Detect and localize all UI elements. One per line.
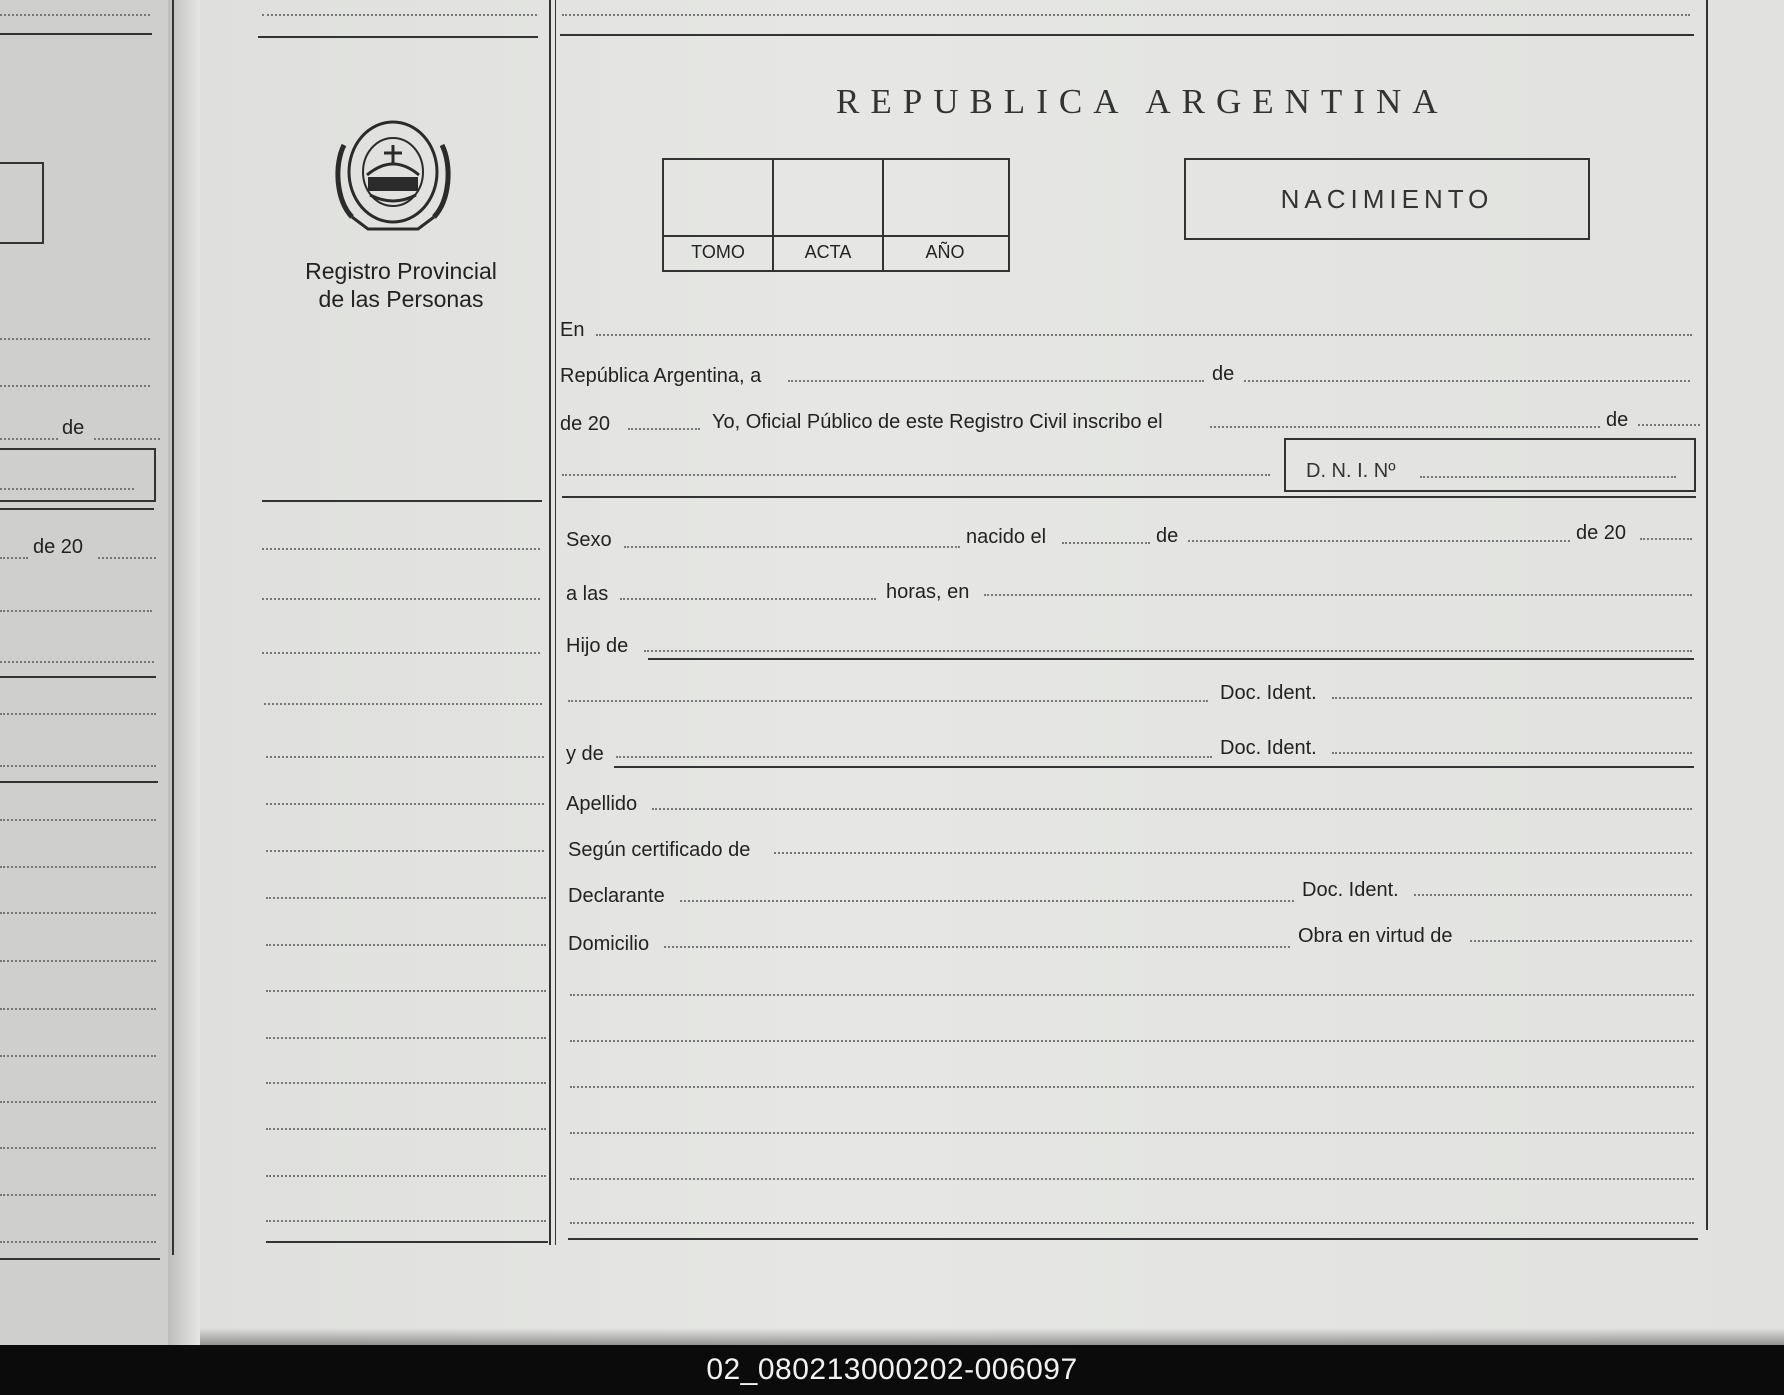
stub-rule: [0, 781, 158, 783]
margin-note-line: [262, 598, 540, 600]
acta-label: ACTA: [804, 242, 852, 262]
section-divider: [562, 496, 1696, 498]
doc-ident-label-3: Doc. Ident.: [1302, 879, 1399, 901]
dotted-line: [562, 14, 1690, 16]
stub-rule: [0, 676, 156, 678]
day-field[interactable]: [788, 380, 1204, 382]
parent-rule: [648, 658, 1694, 660]
declarant-field[interactable]: [680, 900, 1294, 902]
father-name-field[interactable]: [644, 650, 1692, 652]
surname-field[interactable]: [652, 808, 1692, 810]
en-label: En: [560, 319, 585, 341]
stub-dotted-line: [0, 661, 154, 663]
stub-vertical-rule: [172, 0, 174, 1255]
margin-note-line: [266, 897, 546, 899]
stub-rule: [0, 1258, 160, 1260]
mother-name-field[interactable]: [616, 756, 1212, 758]
stub-box: [0, 162, 44, 244]
registry-name-line2: de las Personas: [318, 286, 484, 312]
month-field[interactable]: [1244, 380, 1690, 382]
margin-note-line: [266, 990, 546, 992]
hijo-de-label: Hijo de: [566, 635, 629, 657]
de20-label-2: de 20: [1576, 522, 1627, 544]
stub-dotted-line: [0, 438, 58, 440]
ano-label: AÑO: [925, 242, 965, 262]
doc-ident-label-1: Doc. Ident.: [1220, 682, 1317, 704]
declarante-label: Declarante: [568, 885, 665, 907]
stub-dotted-line: [0, 1101, 156, 1103]
birth-year-field[interactable]: [1640, 538, 1692, 540]
certificate-field[interactable]: [774, 852, 1692, 854]
stub-dotted-line: [0, 557, 28, 559]
stub-dotted-line: [0, 1055, 156, 1057]
stub-rule: [0, 508, 154, 510]
inscription-month-field[interactable]: [1638, 424, 1700, 426]
stub-dotted-line: [0, 819, 156, 821]
column-divider: [549, 0, 551, 1245]
margin-note-line: [264, 703, 542, 705]
declarant-doc-field[interactable]: [1414, 894, 1692, 896]
stub-de-label: de: [62, 417, 85, 439]
year-field[interactable]: [628, 428, 700, 430]
birth-time-field[interactable]: [620, 598, 876, 600]
stub-dni-box: [0, 448, 156, 502]
birth-month-field[interactable]: [1188, 540, 1570, 542]
birth-day-field[interactable]: [1062, 542, 1150, 544]
de20-label-1: de 20: [560, 413, 611, 435]
margin-note-line: [266, 1082, 546, 1084]
apellido-label: Apellido: [566, 793, 638, 815]
margin-note-line: [266, 756, 544, 758]
margin-note-line: [266, 1037, 546, 1039]
stub-dotted-line: [0, 488, 134, 490]
stub-dotted-line: [0, 960, 156, 962]
observation-line[interactable]: [570, 1086, 1694, 1088]
observation-line[interactable]: [570, 994, 1694, 996]
stub-dotted-line: [0, 385, 150, 387]
yo-oficial-label: Yo, Oficial Público de este Registro Civil inscribo el: [712, 411, 1163, 433]
stub-de20-label: de 20: [33, 536, 84, 558]
mother-doc-field[interactable]: [1332, 752, 1692, 754]
country-title: REPUBLICA ARGENTINA: [836, 82, 1449, 121]
de-label-1: de: [1212, 363, 1235, 385]
authority-field[interactable]: [1470, 940, 1692, 942]
dotted-line: [262, 14, 537, 16]
registry-name-line1: Registro Provincial: [305, 258, 497, 284]
observation-line[interactable]: [570, 1178, 1694, 1180]
observation-line[interactable]: [570, 1040, 1694, 1042]
segun-label: Según certificado de: [568, 839, 751, 861]
birth-place-field[interactable]: [984, 594, 1692, 596]
stub-dotted-line: [0, 1194, 156, 1196]
acta-field[interactable]: [774, 158, 882, 234]
a-las-label: a las: [566, 583, 609, 605]
dni-field[interactable]: [1420, 476, 1676, 478]
top-rule: [258, 36, 538, 38]
sex-field[interactable]: [624, 546, 960, 548]
republica-label: República Argentina, a: [560, 365, 762, 387]
ano-field[interactable]: [884, 158, 1006, 234]
record-type-title: NACIMIENTO: [1280, 184, 1494, 214]
registry-divider: [262, 500, 542, 502]
stub-dotted-line: [0, 765, 156, 767]
inscription-date-field[interactable]: [1210, 426, 1600, 428]
stub-rule: [0, 33, 152, 35]
observation-line[interactable]: [570, 1132, 1694, 1134]
top-rule: [560, 34, 1694, 36]
de-label-3: de: [1156, 525, 1179, 547]
margin-note-line: [262, 652, 540, 654]
margin-note-line: [266, 1128, 546, 1130]
doc-ident-label-2: Doc. Ident.: [1220, 737, 1317, 759]
father-name-continued-field[interactable]: [568, 700, 1208, 702]
sexo-label: Sexo: [566, 529, 612, 551]
form-bottom-rule: [568, 1238, 1698, 1240]
stub-dotted-line: [0, 1008, 156, 1010]
provincial-seal-icon: [330, 105, 456, 235]
stub-dotted-line: [0, 1147, 156, 1149]
tomo-label: TOMO: [691, 242, 745, 262]
observation-line[interactable]: [570, 1222, 1694, 1224]
margin-note-line: [262, 548, 540, 550]
de-label-2: de: [1606, 409, 1629, 431]
address-field[interactable]: [664, 946, 1290, 948]
stub-dotted-line: [0, 610, 152, 612]
stub-dotted-line: [0, 912, 156, 914]
stub-dotted-line: [0, 338, 150, 340]
stub-dotted-line: [0, 866, 156, 868]
stub-dotted-line: [98, 557, 156, 559]
father-doc-field[interactable]: [1332, 697, 1692, 699]
dni-label: D. N. I. Nº: [1306, 460, 1396, 482]
tomo-field[interactable]: [664, 158, 772, 234]
stub-dotted-line: [0, 1241, 156, 1243]
stub-dotted-line: [0, 713, 156, 715]
column-divider: [555, 0, 556, 1245]
margin-note-line: [266, 803, 544, 805]
stub-dotted-line: [94, 438, 160, 440]
parent-rule: [614, 766, 1694, 768]
image-caption: 02_080213000202-006097: [706, 1353, 1078, 1386]
nacido-label: nacido el: [966, 526, 1047, 548]
registry-bottom-rule: [266, 1241, 548, 1243]
name-field[interactable]: [562, 474, 1270, 476]
place-field[interactable]: [596, 334, 1692, 336]
margin-note-line: [266, 1175, 546, 1177]
right-border: [1706, 0, 1708, 1230]
reference-table-divider: [662, 235, 1008, 237]
obra-label: Obra en virtud de: [1298, 925, 1453, 947]
margin-note-line: [266, 1220, 546, 1222]
horas-en-label: horas, en: [886, 581, 970, 603]
domicilio-label: Domicilio: [568, 933, 650, 955]
margin-note-line: [266, 944, 546, 946]
page-bottom-shadow: [200, 1328, 1784, 1345]
margin-note-line: [266, 850, 544, 852]
y-de-label: y de: [566, 743, 604, 765]
stub-dotted-line: [0, 14, 150, 16]
